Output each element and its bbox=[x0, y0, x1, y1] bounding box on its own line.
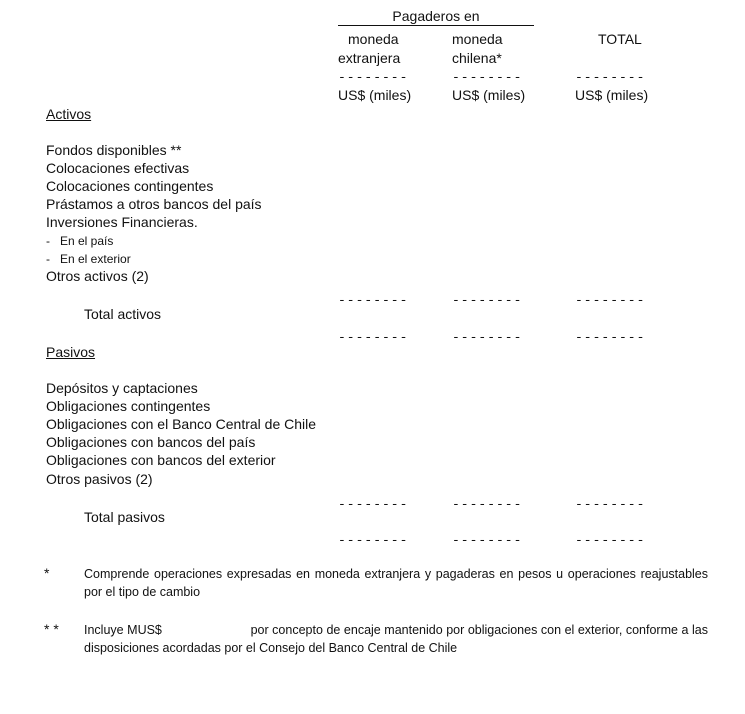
activos-dashes-col1-top: -------- bbox=[338, 293, 409, 308]
col1-header-line2: extranjera bbox=[338, 50, 401, 66]
activos-heading: Activos bbox=[46, 106, 92, 122]
activos-subitem: - En el exterior bbox=[46, 252, 131, 266]
unit-col2: US$ (miles) bbox=[452, 87, 526, 103]
pasivos-item: Obligaciones con bancos del país bbox=[46, 434, 256, 450]
footnote-2-text: Incluye MUS$ por concepto de encaje mantenido por obligaciones con el exterior, conforme a las disposiciones acordadas por el Consejo del Banco Central de Chile bbox=[84, 623, 712, 655]
activos-item: Colocaciones efectivas bbox=[46, 160, 190, 176]
pasivos-dashes-col2-top: -------- bbox=[452, 497, 523, 512]
pasivos-item: Obligaciones con bancos del exterior bbox=[46, 452, 276, 468]
activos-item: Fondos disponibles ** bbox=[46, 142, 182, 158]
col2-header-line1: moneda bbox=[452, 31, 503, 47]
activos-item: Otros activos (2) bbox=[46, 268, 149, 284]
col2-header-line2: chilena* bbox=[452, 50, 502, 66]
pasivos-item: Obligaciones con el Banco Central de Chile bbox=[46, 416, 317, 432]
activos-dashes-col2-bottom: -------- bbox=[452, 330, 523, 345]
pasivos-dashes-col3-bottom: -------- bbox=[575, 533, 646, 548]
total-activos-label: Total activos bbox=[84, 306, 162, 322]
pasivos-dashes-col3-top: -------- bbox=[575, 497, 646, 512]
pasivos-item: Obligaciones contingentes bbox=[46, 398, 211, 414]
total-pasivos-label: Total pasivos bbox=[84, 509, 165, 525]
col3-header: TOTAL bbox=[598, 31, 642, 47]
footnote-1-text: Comprende operaciones expresadas en moneda extranjera y pagaderas en pesos u operaciones reajustables por el tipo de cambio bbox=[84, 567, 708, 599]
pasivos-dashes-col2-bottom: -------- bbox=[452, 533, 523, 548]
activos-subitem: - En el país bbox=[46, 234, 114, 248]
header-dashes-col1: -------- bbox=[338, 70, 409, 85]
pasivos-dashes-col1-bottom: -------- bbox=[338, 533, 409, 548]
activos-item: Inversiones Financieras. bbox=[46, 214, 198, 230]
pagaderos-en-heading: Pagaderos en bbox=[338, 8, 534, 26]
footnote-2-mark: * * bbox=[44, 621, 59, 637]
col1-header-line1: moneda bbox=[348, 31, 399, 47]
pasivos-heading: Pasivos bbox=[46, 344, 96, 360]
header-dashes-col3: -------- bbox=[575, 70, 646, 85]
header-dashes-col2: -------- bbox=[452, 70, 523, 85]
activos-item: Prástamos a otros bancos del país bbox=[46, 196, 262, 212]
activos-dashes-col3-bottom: -------- bbox=[575, 330, 646, 345]
activos-dashes-col3-top: -------- bbox=[575, 293, 646, 308]
activos-dashes-col2-top: -------- bbox=[452, 293, 523, 308]
pasivos-item: Depósitos y captaciones bbox=[46, 380, 198, 396]
unit-col3: US$ (miles) bbox=[575, 87, 649, 103]
activos-dashes-col1-bottom: -------- bbox=[338, 330, 409, 345]
footnote-1-mark: * bbox=[44, 565, 50, 581]
activos-item: Colocaciones contingentes bbox=[46, 178, 214, 194]
unit-col1: US$ (miles) bbox=[338, 87, 412, 103]
pasivos-item: Otros pasivos (2) bbox=[46, 471, 153, 487]
pasivos-dashes-col1-top: -------- bbox=[338, 497, 409, 512]
